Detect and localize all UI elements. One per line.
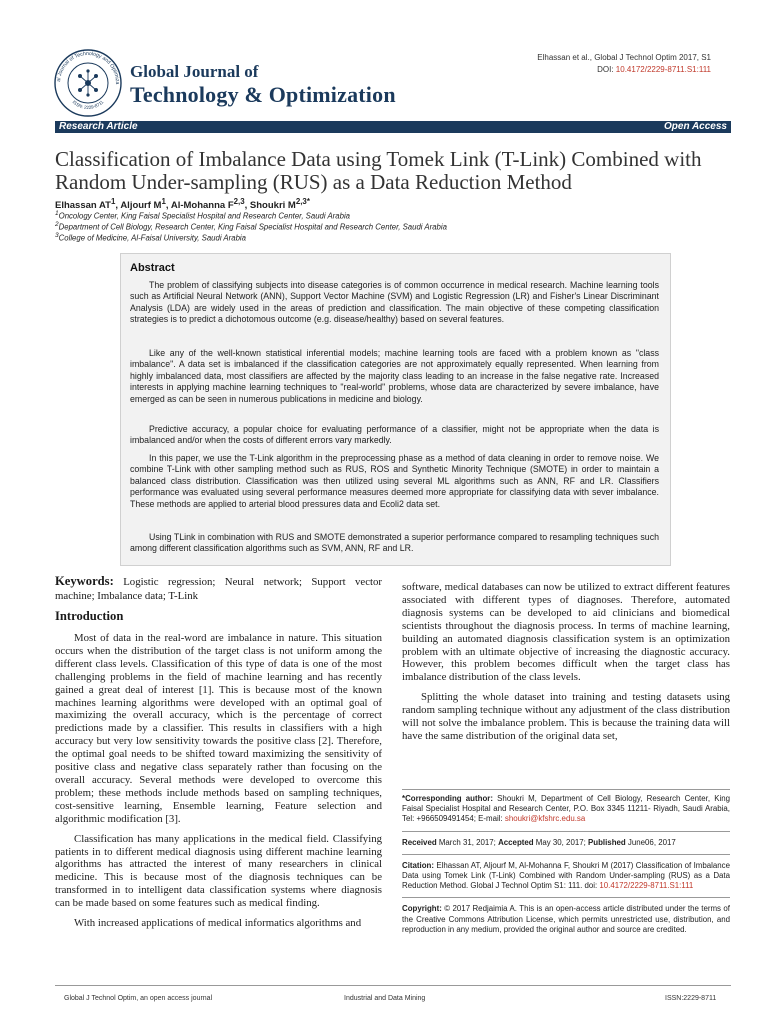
- copyright: [402, 904, 730, 935]
- author-sup: 1: [161, 197, 166, 206]
- author-name: Aljourf M: [120, 200, 162, 212]
- received-label: Received: [402, 837, 437, 847]
- citation-doi-link[interactable]: 10.4172/2229-8711.S1:111: [599, 881, 694, 891]
- open-access-label: Open Access: [664, 121, 727, 132]
- footer-journal: Global J Technol Optim, an open access journal: [64, 995, 213, 1002]
- footer-issn: ISSN:2229-8711: [665, 995, 717, 1002]
- affiliation: [55, 232, 246, 243]
- svg-text:ISSN: 2229-8711: [72, 99, 105, 110]
- affiliation: [55, 210, 350, 221]
- abstract-paragraph: The problem of classifying subjects into disease categories is of common occurrence in medical research. Machine learning tools such as Artificial Neural Network (ANN), Support Vector Machine (SVM) and Logistic Regression (LR) and Fisher's Linear Discriminant Analysis (LDA) are widely used in the areas of prediction and classification. The main objective of these competing classification strategies is to predict a dichotomous outcome (e.g. disease/healthy) based on several features.: [130, 280, 659, 325]
- affiliation-text: College of Medicine, Al-Faisal University, Saudi Arabia: [58, 233, 246, 243]
- logo-issn: ISSN: 2229-8711: [71, 99, 105, 111]
- author-sup: 1: [110, 197, 116, 206]
- author-name: Al-Mohanna F: [170, 200, 234, 212]
- keywords: [55, 575, 382, 603]
- abstract-heading: Abstract: [130, 262, 175, 274]
- abstract-paragraph: In this paper, we use the T-Link algorithm in the preprocessing phase as a method of data cleaning in order to remove noise. We combine T-Link with other sampling method such as RUS, ROS and Synthetic Minority Technique (SMOTE) in order to maintain a balanced class distribution. Classification was then utilized using several ML algorithms such as ANN, RF and LR. Classifiers performance was evaluated using several performance measures deemed more appropriate for classifying data with sever imbalance. These methods are applied to arterial blood pressures data and Ecoli2 data set.: [130, 453, 659, 509]
- affiliation: [55, 221, 447, 232]
- title-line1: Classification of Imbalance Data using Tomek Link (T-Link) Combined with: [55, 147, 702, 171]
- header-citation: Elhassan et al., Global J Technol Optim 2017, S1: [537, 53, 711, 62]
- article-type-label: Research Article: [59, 121, 138, 132]
- citation-text: Elhassan AT, Aljourf M, Al-Mohanna F, Shoukri M (2017) Classification of Imbalance Data using Tomek Link (T-Link) Combined with Random Under-sampling (RUS) as a Data Reduction Method. Global J Technol Optim S1: 111. doi:: [402, 860, 730, 891]
- body-paragraph: With increased applications of medical informatics algorithms and: [74, 917, 362, 930]
- doi-label: DOI:: [597, 65, 616, 74]
- abstract-paragraph: Like any of the well-known statistical inferential models; machine learning tools are faced with a problem known as "class imbalance". A data set is imbalanced if the classification categories are not approximately equally represented. When learning from highly imbalanced data, most classifiers are affected by the majority class leading to an increase in the false negative rate. Increased interests in applying machine learning techniques to "real-world" problems, whose data are characterized by severe imbalance, have emerged as can be seen in numerous publications in medicine and biology.: [130, 348, 659, 404]
- journal-title-line1: Global Journal of: [130, 62, 259, 81]
- divider: [402, 831, 730, 832]
- published-label: Published: [588, 837, 626, 847]
- keywords-label: Keywords:: [55, 574, 114, 588]
- corr-text: Shoukri M, Department of Cell Biology, Research Center, King Faisal Specialist Hospital and Research Center, P.O. Box 3345 11211- Riyadh, Saudi Arabia, Tel: +966509491454; E-mail:: [402, 794, 730, 824]
- body-paragraph: Splitting the whole dataset into training and testing datasets using random sampling technique without any adjustment of the class distribution will not solve the imbalance problem. This is because the training data will have the same distribution of the original data set,: [402, 691, 730, 742]
- affiliation-sup: 3: [55, 232, 59, 239]
- divider: [402, 897, 730, 898]
- body-paragraph: software, medical databases can now be utilized to extract different features associated with different types of diagnoses. Therefore, automated diagnosis systems can be developed to aid clinicians and biomedical scientists throughout the diagnosis process. In terms of machine learning, building an automated diagnosis classification system is an optimization problem with an ultimate objective of increasing the diagnostic accuracy. However, this problem becomes difficult when the target class has imbalance distribution of the class levels.: [402, 581, 730, 684]
- copyright-text: © 2017 Redjaimia A. This is an open-access article distributed under the terms of the Creative Commons Attribution License, which permits unrestricted use, distribution, and reproduction in any medium, provided the original author and source are credited.: [402, 904, 730, 934]
- corresponding-author: [402, 794, 730, 825]
- doi-link[interactable]: 10.4172/2229-8711.S1:111: [615, 65, 711, 74]
- abstract-box: [120, 253, 671, 566]
- corr-label: *Corresponding author:: [402, 794, 493, 803]
- divider: [402, 854, 730, 855]
- author-sup: 2,3*: [295, 197, 310, 206]
- abstract-paragraph: Using TLink in combination with RUS and SMOTE demonstrated a superior performance compared to resampling techniques such among different classification algorithms such as SVM, ANN, RF and LR.: [130, 532, 659, 554]
- published-date: June06, 2017: [625, 837, 676, 847]
- keywords-text: Logistic regression; Neural network; Support vector machine; Imbalance data; T-Link: [55, 576, 383, 602]
- citation: [402, 861, 730, 892]
- affiliation-sup: 1: [55, 210, 59, 217]
- affiliation-sup: 2: [55, 221, 59, 228]
- author-name: Shoukri M: [249, 200, 296, 212]
- svg-text:Global Journal of Technology a: [52, 47, 120, 85]
- received-date: March 31, 2017;: [436, 837, 499, 847]
- logo-text: al Journal of Technology and Optimiza: [56, 50, 121, 85]
- author-sup: 2,3: [233, 197, 245, 206]
- article-title: [55, 148, 745, 194]
- copyright-label: Copyright:: [402, 904, 442, 914]
- title-line2: Random Under-sampling (RUS) as a Data Reduction Method: [55, 170, 572, 194]
- footer-section: Industrial and Data Mining: [344, 995, 426, 1002]
- dates: [402, 838, 730, 848]
- intro-column-right: [402, 581, 730, 743]
- footer-divider: [55, 985, 731, 986]
- journal-title-line2: Technology & Optimization: [130, 82, 396, 107]
- header-doi: [597, 65, 711, 74]
- affiliation-text: Department of Cell Biology, Research Center, King Faisal Specialist Hospital and Research Center, Saudi Arabia: [58, 222, 447, 232]
- accepted-label: Accepted: [498, 837, 534, 847]
- citation-label: Citation:: [402, 860, 434, 870]
- email-link[interactable]: shoukri@kfshrc.edu.sa: [504, 814, 586, 824]
- body-paragraph: Classification has many applications in the medical field. Classifying patients in to different medical diagnosis using different machine learning algorithms has attracted the interest of many researchers in clinical medicine. This is because most of the diagnosis techniques can be transformed in to intelligent data classification systems where diagnosis can be made based on some features such as medical finding.: [55, 832, 382, 910]
- accepted-date: May 30, 2017;: [533, 837, 589, 847]
- journal-logo: [52, 47, 124, 119]
- affiliation-text: Oncology Center, King Faisal Specialist Hospital and Research Center, Saudi Arabia: [58, 211, 351, 221]
- article-info: [402, 794, 730, 935]
- abstract-paragraph: Predictive accuracy, a popular choice for evaluating performance of a classifier, might not be appropriate when the data is imbalanced and/or when the costs of different errors vary markedly.: [130, 424, 659, 446]
- article-type-bar: [55, 121, 731, 133]
- introduction-heading: Introduction: [55, 609, 124, 623]
- divider: [402, 789, 730, 790]
- author-list: Elhassan $AT^1$, Aljourf $M^1$, Al-Mohanna F$^{2,3}$, Shoukri $M^{2,3*}$: [55, 197, 310, 212]
- author-name: Elhassan AT: [55, 200, 111, 212]
- body-paragraph: Most of data in the real-word are imbalance in nature. This situation occurs when the distribution of the target class is not uniform among the different class levels. Classification of this type of data is one of the most challenging problems in the field of machine learning and has recently gained a great deal of interest [1]. This is because most of the known machines learning algorithms were developed with an optimal goal of maximizing the overall accuracy, which is the percentage of correct predictions made by a classifier. This results in classifiers with a high accuracy but very low sensitivity towards the positive class [2]. Therefore, the optimal goal needs to be shifted toward maximizing the sensitivity of positive class and negative class separately rather than focusing on the overall accuracy. Several methods were developed to overcome this problem; these methods include methods based on sampling techniques, cost-sensitive learning, Ensemble learning, Feature selection and algorithmic modification [3].: [55, 632, 382, 825]
- intro-column-left: [55, 632, 382, 930]
